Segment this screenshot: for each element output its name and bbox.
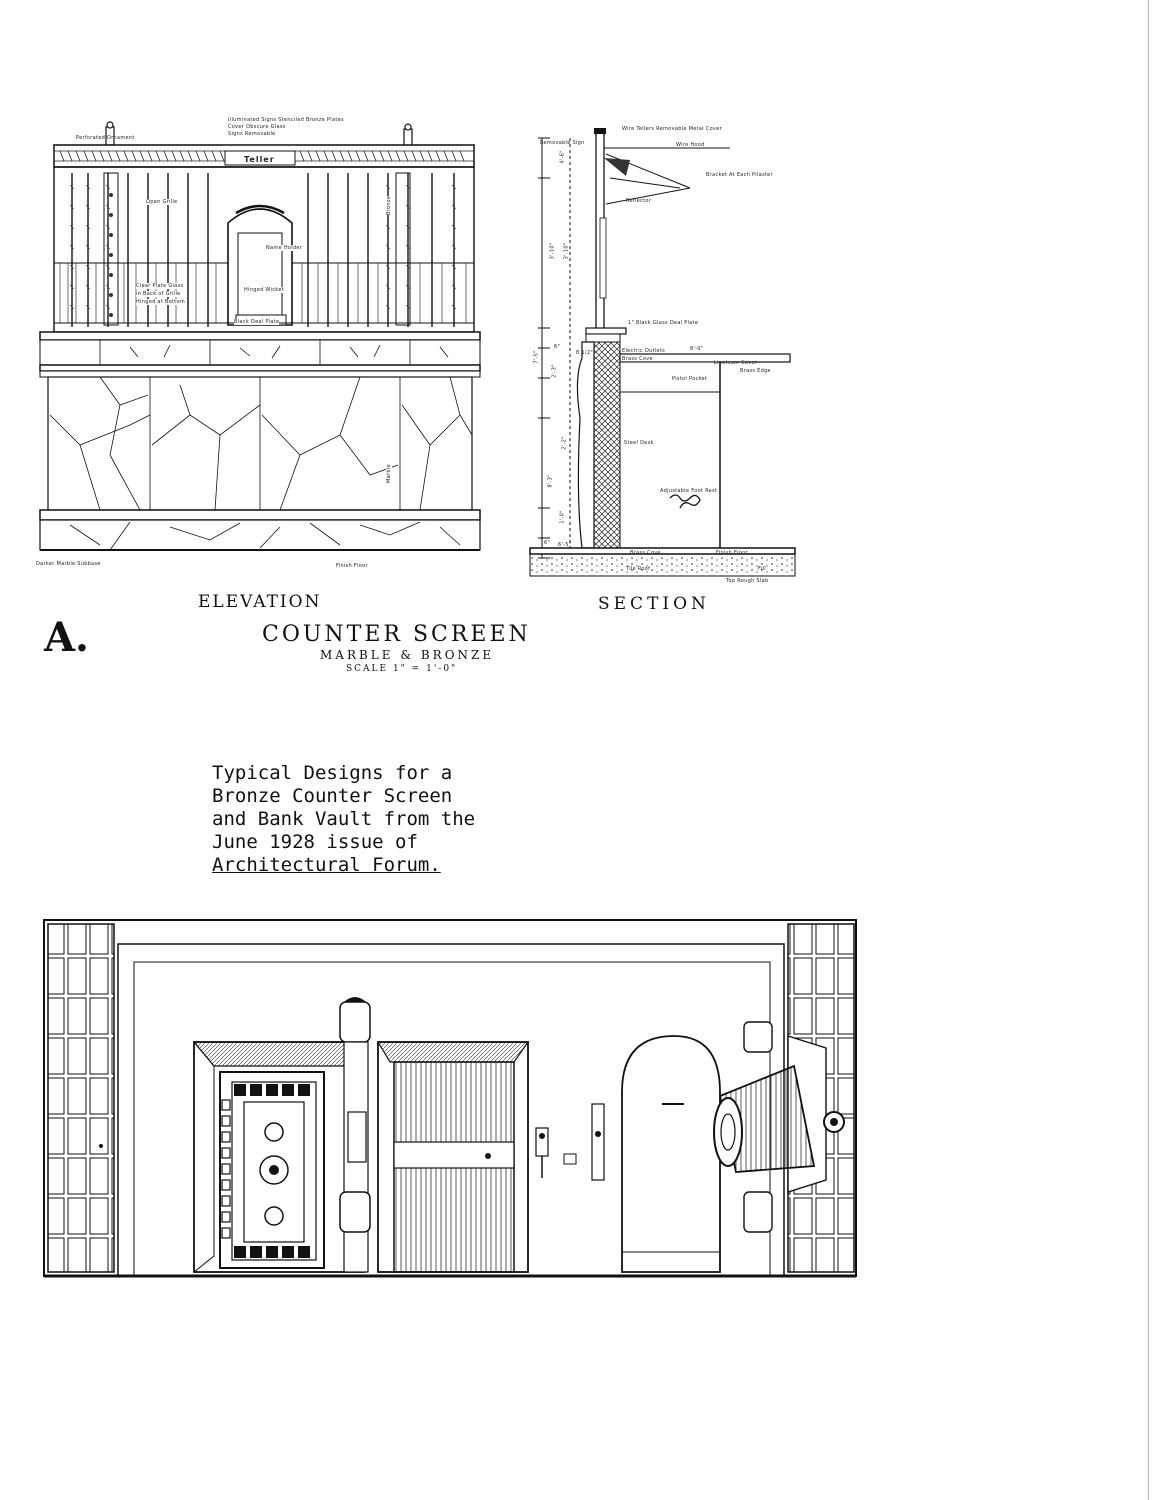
dimension-13: 8 1/2": [576, 350, 593, 356]
label-black-glass-deal-plate: 1" Black Glass Deal Plate: [628, 320, 699, 326]
dimension-6: 2'-3": [551, 364, 558, 378]
vault-linework: [44, 916, 864, 1280]
plate-scale: SCALE 1" = 1'-0": [346, 664, 458, 674]
label-wire-tellers: Wire Tellers Removable Metal Cover: [622, 126, 722, 132]
caption-line-4: June 1928 issue of: [212, 831, 418, 853]
label-bronze: Bronze: [386, 195, 392, 215]
label-brass-cove-bottom: Brass Cove: [630, 550, 661, 556]
label-clear-plate-glass: Clear Plate Glass: [136, 283, 184, 289]
label-fill: Fill: [758, 566, 766, 572]
section-title: SECTION: [598, 594, 710, 614]
caption-block: [212, 762, 475, 877]
label-signs-removable: Signs Removable: [228, 131, 276, 137]
label-hinged-at-bottom: Hinged at Bottom: [136, 299, 186, 305]
caption-line-3: and Bank Vault from the: [212, 808, 476, 830]
label-open-grille: Open Grille: [146, 199, 178, 205]
dimension-3: 3'-10": [563, 242, 570, 260]
elevation-drawing: [36, 115, 480, 585]
label-illuminated-signs: Illuminated Signs Stenciled Bronze Plates: [228, 117, 344, 123]
label-perforated-ornament: Perforated Ornament: [76, 135, 135, 141]
label-finish-floor-section: Finish Floor: [716, 550, 748, 556]
label-top-rough-slab: Top Rough Slab: [726, 578, 769, 584]
label-reflector: Reflector: [626, 198, 652, 204]
label-adjustable-foot-rest: Adjustable Foot Rest: [660, 488, 718, 494]
label-black-deal-plate: Black Deal Plate: [234, 319, 280, 325]
label-marble: Marble: [386, 464, 392, 483]
label-cover-obscure-glass: Cover Obscure Glass: [228, 124, 286, 130]
elevation-linework: [40, 115, 480, 585]
dimension-11: 6'-5": [558, 542, 572, 548]
caption-line-2: Bronze Counter Screen: [212, 785, 453, 807]
label-wire-hood: Wire Hood: [676, 142, 705, 148]
plate-subheading: MARBLE & BRONZE: [320, 648, 495, 662]
label-electric-outlets: Electric Outlets: [622, 348, 666, 354]
dimension-5: 6": [554, 344, 561, 350]
dimension-12: 8'-0": [690, 346, 704, 352]
label-bracket: Bracket At Each Pilaster: [706, 172, 773, 178]
label-hinged-wicket: Hinged Wicket: [244, 287, 284, 293]
dimension-7: 2'-2": [561, 436, 568, 450]
label-brass-edge: Brass Edge: [740, 368, 771, 374]
section-drawing: [530, 118, 795, 588]
label-tile-roof: Tile Roof: [626, 566, 651, 572]
elevation-title: ELEVATION: [198, 592, 322, 612]
label-brass-cove: Brass Cove: [622, 356, 653, 362]
label-removable-sign: Removable Sign: [540, 140, 585, 146]
label-pistol-pocket: Pistol Pocket: [672, 376, 708, 382]
dimension-2: 3'-10": [549, 242, 556, 260]
label-steel-desk: Steel Desk: [624, 440, 654, 446]
label-darker-marble-subbase: Darker Marble Subbase: [36, 561, 101, 567]
dimension-1: 4'-6": [559, 150, 566, 164]
label-teller: Teller: [244, 155, 275, 164]
plate-heading: COUNTER SCREEN: [262, 622, 531, 647]
plate-letter: A.: [44, 614, 89, 661]
dimension-10: 6": [544, 540, 551, 546]
label-linoleum-cover: Linoleum Cover: [714, 360, 758, 366]
label-in-back-of-grille: in Back of Grille: [136, 291, 181, 297]
label-finish-floor: Finish Floor: [336, 563, 368, 569]
label-name-holder: Name Holder: [266, 245, 303, 251]
caption-source: Architectural Forum.: [212, 854, 441, 876]
scan-edge: [1148, 0, 1149, 1500]
caption-line-1: Typical Designs for a: [212, 762, 453, 784]
dimension-8: 8'-3": [547, 474, 554, 488]
vault-drawing: [44, 916, 864, 1280]
dimension-9: 1'-0": [559, 510, 566, 524]
dimension-4: 7'-5": [533, 350, 540, 364]
